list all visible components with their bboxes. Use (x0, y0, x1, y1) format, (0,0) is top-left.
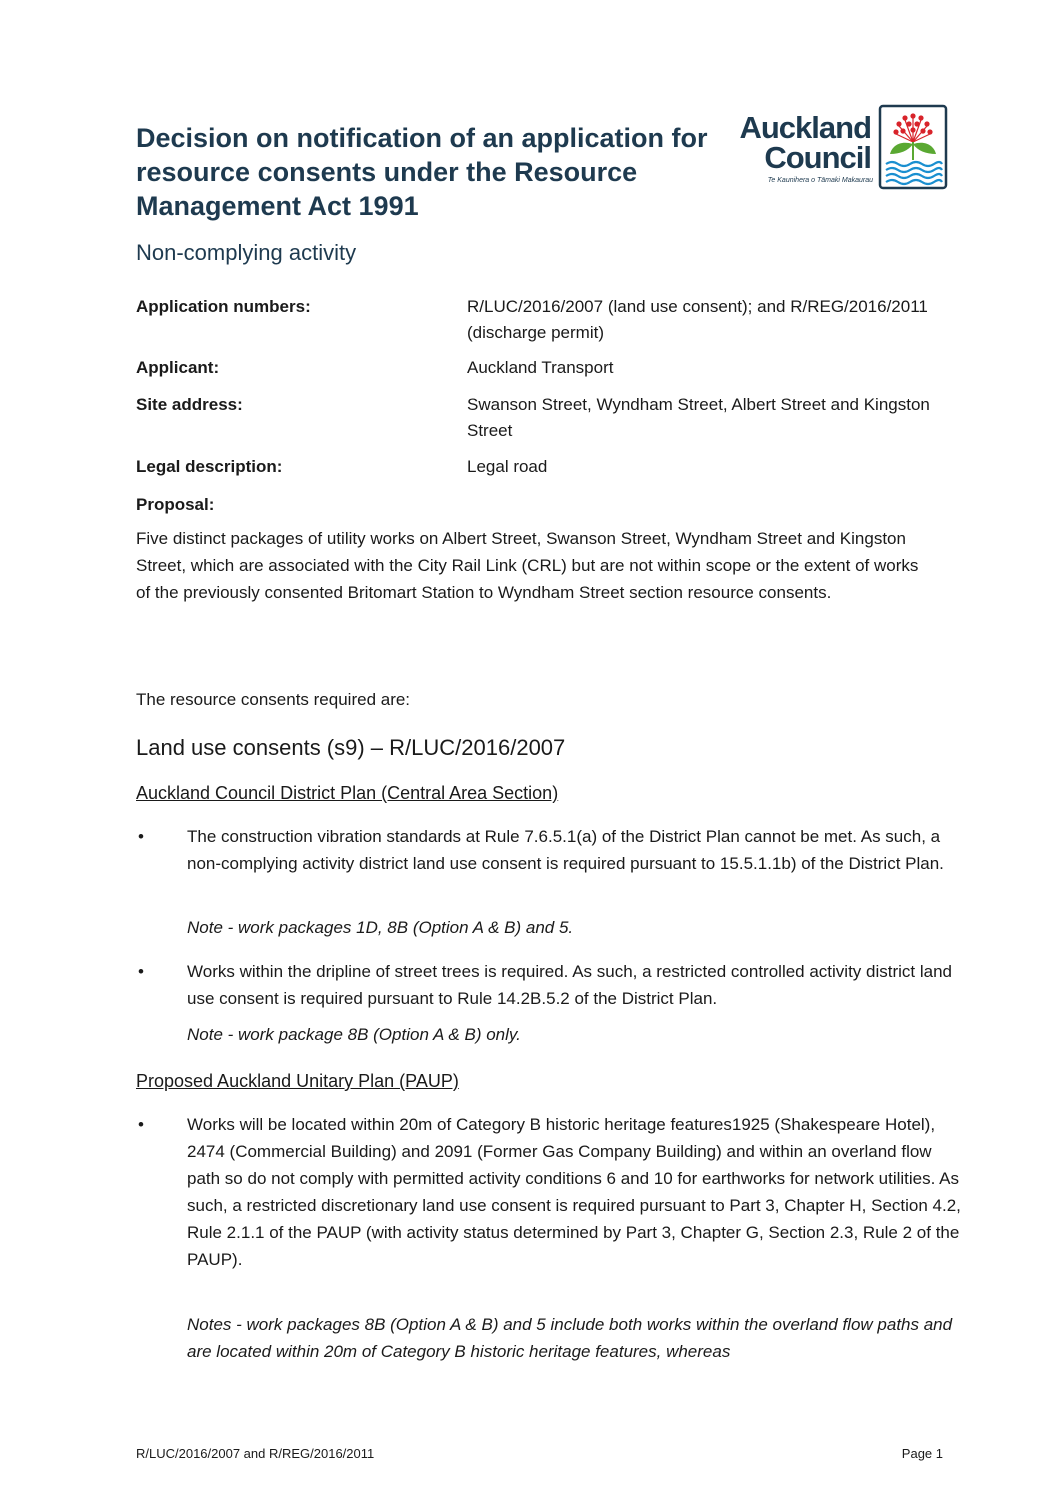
required-intro: The resource consents required are: (136, 690, 411, 709)
detail-label: Application numbers: (136, 297, 311, 316)
bullet-icon: • (138, 962, 144, 981)
detail-row-application-numbers (136, 294, 937, 346)
list-item-note: Notes - work packages 8B (Option A & B) and 5 include both works within the overland flow paths and are located within 20m of Category B historic heritage features, whereas (187, 1315, 953, 1361)
detail-value: Swanson Street, Wyndham Street, Albert Street and Kingston Street (467, 395, 930, 440)
pohutukawa-emblem-icon (878, 104, 948, 190)
detail-value: Legal road (467, 457, 548, 476)
bullet-icon: • (138, 827, 144, 846)
list-item-text: Works within the dripline of street trees is required. As such, a restricted controlled activity district land use consent is required pursuant to Rule 14.2B.5.2 of the District Plan. (187, 962, 953, 1008)
detail-label: Legal description: (136, 457, 283, 476)
list-item-text: Works will be located within 20m of Category B historic heritage features1925 (Shakespeare Hotel), 2474 (Commercial Building) and 2091 (Former Gas Company Building) and within an overland flow path so do not comply with permitted activity conditions 6 and 10 for earthworks for network utilities. As such, a restricted discretionary land use consent is required pursuant to Part 3, Chapter H, Section 4.2, Rule 2.1.1 of the PAUP (with activity status determined by Part 3, Chapter G, Section 2.3, Rule 2 of the PAUP). (187, 1115, 961, 1269)
detail-label: Applicant: (136, 358, 220, 377)
document-title: Decision on notification of an application for resource consents under the Resource Management Act 1991 (136, 123, 708, 221)
detail-label: Site address: (136, 395, 243, 414)
proposal-label: Proposal: (136, 495, 215, 514)
detail-value: Auckland Transport (467, 358, 614, 377)
logo-word-council: Council (764, 140, 871, 175)
detail-row-applicant (136, 355, 613, 381)
district-plan-heading: Auckland Council District Plan (Central Area Section) (136, 783, 559, 803)
list-item-note: Note - work packages 1D, 8B (Option A & B) and 5. (187, 918, 574, 937)
detail-row-site-address (136, 392, 937, 444)
paup-heading: Proposed Auckland Unitary Plan (PAUP) (136, 1071, 459, 1091)
page-number: Page 1 (901, 1446, 943, 1461)
land-use-heading: Land use consents (s9) – R/LUC/2016/2007 (136, 735, 566, 760)
footer-reference: R/LUC/2016/2007 and R/REG/2016/2011 (136, 1446, 375, 1461)
list-item-text: The construction vibration standards at Rule 7.6.5.1(a) of the District Plan cannot be met. As such, a non-complying activity district land use consent is required pursuant to 15.5.1.1b) of the District Plan. (187, 827, 944, 873)
proposal-text: Five distinct packages of utility works on Albert Street, Swanson Street, Wyndham Street and Kingston Street, which are associated with the City Rail Link (CRL) but are not within scope or the extent of works of the previously consented Britomart Station to Wyndham Street section resource consents. (136, 529, 919, 602)
bullet-icon: • (138, 1115, 144, 1134)
document-subtitle: Non-complying activity (136, 240, 357, 265)
logo-word-auckland: Auckland (739, 110, 871, 145)
auckland-council-logo (729, 102, 949, 192)
list-item-note: Note - work package 8B (Option A & B) only. (187, 1025, 521, 1044)
detail-row-legal-description (136, 454, 547, 480)
detail-value: R/LUC/2016/2007 (land use consent); and R/REG/2016/2011 (discharge permit) (467, 297, 928, 342)
logo-tagline: Te Kaunihera o Tāmaki Makaurau (767, 177, 873, 184)
